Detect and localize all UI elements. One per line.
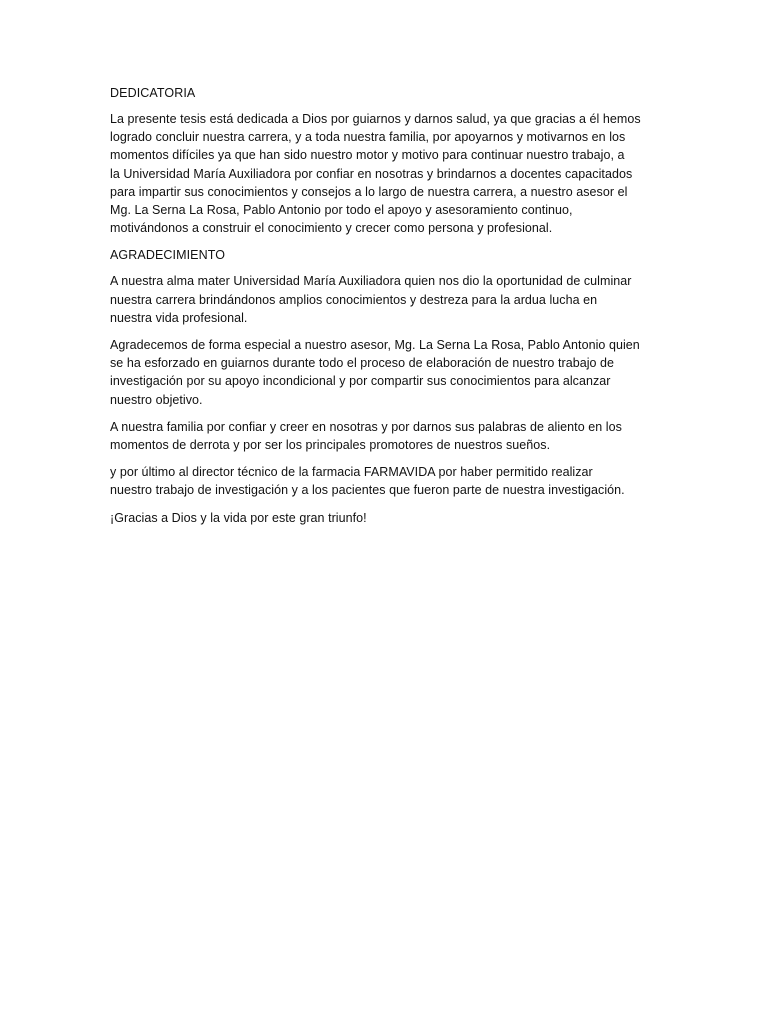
section-agradecimiento (110, 246, 660, 526)
paragraph (110, 272, 660, 327)
paragraph (110, 336, 660, 409)
text-line: momentos difíciles ya que han sido nuestro motor y motivo para continuar nuestro trabajo, a (110, 148, 625, 163)
text-line: para impartir sus conocimientos y consejos a lo largo de nuestra carrera, a nuestro asesor el (110, 184, 628, 199)
section-heading: AGRADECIMIENTO (110, 248, 226, 263)
text-line: Agradecemos de forma especial a nuestro asesor, Mg. La Serna La Rosa, Pablo Antonio quien (110, 338, 640, 353)
text-line: Mg. La Serna La Rosa, Pablo Antonio por todo el apoyo y asesoramiento continuo, (110, 203, 573, 218)
text-line: y por último al director técnico de la farmacia FARMAVIDA por haber permitido realizar (110, 465, 593, 480)
text-line: La presente tesis está dedicada a Dios por guiarnos y darnos salud, ya que gracias a él hemos (110, 112, 641, 126)
text-line: A nuestra alma mater Universidad María Auxiliadora quien nos dio la oportunidad de culminar (110, 274, 632, 289)
closing-line (110, 509, 660, 527)
text-line: la Universidad María Auxiliadora por confiar en nosotras y brindarnos a docentes capacitados (110, 166, 633, 181)
text-line: A nuestra familia por confiar y creer en nosotras y por darnos sus palabras de aliento en los (110, 419, 622, 434)
paragraph (110, 110, 660, 237)
text-line: momentos de derrota y por ser los principales promotores de nuestros sueños. (110, 438, 551, 453)
text-line: nuestra vida profesional. (110, 310, 248, 325)
paragraph (110, 463, 660, 499)
section-heading: DEDICATORIA (110, 86, 196, 100)
text-line: motivándonos a construir el conocimiento y crecer como persona y profesional. (110, 221, 553, 236)
text-line: logrado concluir nuestra carrera, y a toda nuestra familia, por apoyarnos y motivarnos en los (110, 130, 626, 145)
text-line: nuestra carrera brindándonos amplios conocimientos y destreza para la ardua lucha en (110, 292, 598, 307)
text-line: nuestro trabajo de investigación y a los pacientes que fueron parte de nuestra investigación. (110, 483, 625, 498)
text-line: nuestro objetivo. (110, 392, 203, 407)
text-line: ¡Gracias a Dios y la vida por este gran triunfo! (110, 510, 367, 525)
paragraph (110, 418, 660, 454)
text-line: investigación por su apoyo incondicional y por compartir sus conocimientos para alcanzar (110, 374, 611, 389)
text-line: se ha esforzado en guiarnos durante todo el proceso de elaboración de nuestro trabajo de (110, 356, 615, 371)
section-dedicatoria (110, 84, 660, 237)
